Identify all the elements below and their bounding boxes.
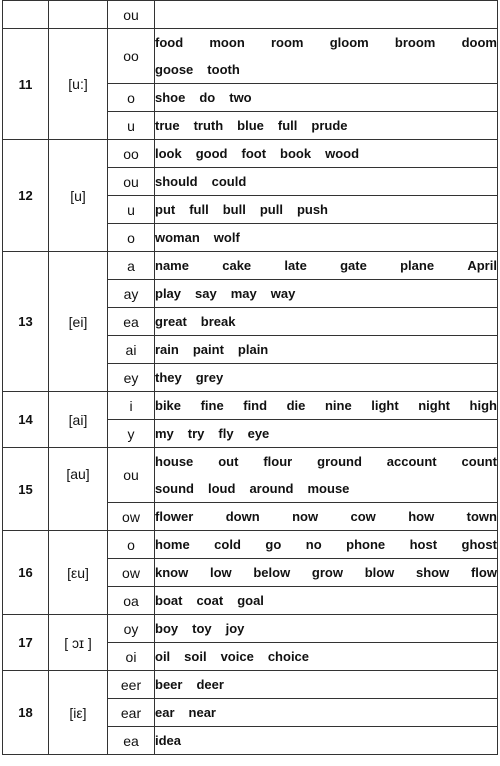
table-row	[3, 29, 498, 84]
example-words	[155, 699, 498, 727]
table-row	[3, 392, 498, 420]
example-word: blow	[364, 565, 395, 580]
spelling-pattern: oa	[108, 587, 155, 615]
phonetic-symbol: [u:]	[49, 29, 108, 140]
example-words	[155, 29, 498, 84]
spelling-pattern: ow	[108, 559, 155, 587]
example-word: should	[155, 174, 198, 189]
word-line	[155, 56, 497, 83]
example-word: food	[155, 35, 184, 50]
word-line	[155, 448, 497, 475]
spelling-pattern: u	[108, 196, 155, 224]
example-word: choice	[267, 649, 310, 664]
example-word: toy	[192, 621, 212, 636]
example-words	[155, 727, 498, 755]
example-word: good	[195, 146, 228, 161]
example-word: wood	[325, 146, 360, 161]
example-word: account	[386, 454, 437, 469]
example-word: name	[155, 258, 189, 273]
group-number: 18	[3, 671, 49, 755]
example-word: cold	[214, 537, 241, 552]
example-word: eye	[247, 426, 270, 441]
phonics-table	[2, 0, 498, 755]
example-word: could	[211, 174, 247, 189]
example-word: joy	[225, 621, 245, 636]
example-word: full	[277, 118, 298, 133]
spelling-pattern: ou	[108, 168, 155, 196]
example-word: now	[292, 509, 319, 524]
word-line	[155, 420, 497, 447]
example-word: gate	[340, 258, 367, 273]
example-word: down	[225, 509, 260, 524]
example-word: gloom	[329, 35, 369, 50]
spelling-pattern: oo	[108, 29, 155, 84]
example-word: bike	[155, 398, 182, 413]
example-word: light	[371, 398, 399, 413]
example-word: count	[461, 454, 497, 469]
spelling-pattern: oi	[108, 643, 155, 671]
word-line	[155, 643, 497, 670]
example-word: woman	[155, 230, 200, 245]
spelling-pattern: ear	[108, 699, 155, 727]
example-word: goose	[155, 62, 194, 77]
group-number: 12	[3, 140, 49, 252]
example-word: great	[155, 314, 187, 329]
spelling-pattern: ey	[108, 364, 155, 392]
word-line	[155, 727, 497, 754]
example-word: they	[155, 370, 182, 385]
word-line	[155, 699, 497, 726]
word-line	[155, 364, 497, 391]
phonetic-symbol: [u]	[49, 140, 108, 252]
group-number: 16	[3, 531, 49, 615]
example-words	[155, 252, 498, 280]
spelling-pattern: ea	[108, 308, 155, 336]
example-word: oil	[155, 649, 171, 664]
group-number: 15	[3, 448, 49, 531]
example-word: may	[230, 286, 257, 301]
example-word: say	[195, 286, 217, 301]
example-word: ground	[317, 454, 362, 469]
phonetic-symbol: [au]	[49, 448, 108, 531]
phonetic-symbol: [ ɔɪ ]	[49, 615, 108, 671]
example-word: room	[270, 35, 304, 50]
example-word: nine	[324, 398, 352, 413]
phonetic-symbol: [εu]	[49, 531, 108, 615]
word-line	[155, 336, 497, 363]
word-line	[155, 112, 497, 139]
group-number	[3, 1, 49, 29]
word-line	[155, 280, 497, 307]
example-words	[155, 531, 498, 559]
example-word: truth	[193, 118, 224, 133]
example-word: broom	[394, 35, 436, 50]
example-word: my	[155, 426, 174, 441]
example-words	[155, 84, 498, 112]
example-word: grow	[311, 565, 343, 580]
example-word: April	[467, 258, 497, 273]
table-row	[3, 615, 498, 643]
example-word: beer	[155, 677, 183, 692]
phonetic-symbol: [iε]	[49, 671, 108, 755]
spelling-pattern: ou	[108, 448, 155, 503]
example-word: home	[155, 537, 190, 552]
example-word: around	[249, 481, 294, 496]
example-word: fly	[218, 426, 234, 441]
example-word: way	[270, 286, 296, 301]
example-word: how	[408, 509, 435, 524]
example-word: fine	[200, 398, 224, 413]
example-word: shoe	[155, 90, 186, 105]
example-word: deer	[196, 677, 224, 692]
example-word: no	[305, 537, 322, 552]
example-word: show	[416, 565, 450, 580]
example-word: night	[418, 398, 450, 413]
word-line	[155, 308, 497, 335]
spelling-pattern: ay	[108, 280, 155, 308]
example-word: put	[155, 202, 176, 217]
table-row	[3, 140, 498, 168]
word-line	[155, 84, 497, 111]
table-row	[3, 252, 498, 280]
spelling-pattern: oo	[108, 140, 155, 168]
example-words	[155, 559, 498, 587]
example-word: low	[209, 565, 232, 580]
group-number: 13	[3, 252, 49, 392]
example-word: moon	[209, 35, 245, 50]
word-line	[155, 475, 497, 502]
example-word: cake	[222, 258, 252, 273]
example-word: loud	[208, 481, 236, 496]
example-words	[155, 615, 498, 643]
word-line	[155, 29, 497, 56]
example-words	[155, 587, 498, 615]
word-line	[155, 196, 497, 223]
example-word: house	[155, 454, 194, 469]
example-word: ghost	[461, 537, 497, 552]
example-word: break	[200, 314, 236, 329]
word-line	[155, 1, 497, 28]
table-row	[3, 1, 498, 29]
example-word: pull	[259, 202, 283, 217]
example-word: idea	[155, 733, 182, 748]
example-words	[155, 336, 498, 364]
example-word: grey	[195, 370, 224, 385]
spelling-pattern: ea	[108, 727, 155, 755]
word-line	[155, 140, 497, 167]
word-line	[155, 252, 497, 279]
example-word: play	[155, 286, 182, 301]
example-word: foot	[241, 146, 267, 161]
word-line	[155, 587, 497, 614]
example-word: below	[253, 565, 291, 580]
example-word: goal	[237, 593, 264, 608]
spelling-pattern: a	[108, 252, 155, 280]
example-words	[155, 671, 498, 699]
spelling-pattern: o	[108, 84, 155, 112]
example-words	[155, 503, 498, 531]
spelling-pattern: ai	[108, 336, 155, 364]
example-word: near	[188, 705, 216, 720]
example-word: bull	[222, 202, 246, 217]
example-word: go	[265, 537, 282, 552]
example-word: voice	[220, 649, 254, 664]
word-line	[155, 671, 497, 698]
example-word: boat	[155, 593, 183, 608]
example-word: wolf	[213, 230, 240, 245]
example-words	[155, 140, 498, 168]
example-words	[155, 168, 498, 196]
word-line	[155, 531, 497, 558]
example-word: out	[218, 454, 239, 469]
example-words	[155, 392, 498, 420]
spelling-pattern: o	[108, 531, 155, 559]
example-word: cow	[350, 509, 376, 524]
example-words	[155, 364, 498, 392]
word-line	[155, 224, 497, 251]
phonics-table-body	[3, 1, 498, 755]
example-word: sound	[155, 481, 194, 496]
example-word: mouse	[307, 481, 350, 496]
example-word: die	[286, 398, 306, 413]
table-row	[3, 531, 498, 559]
example-word: host	[409, 537, 438, 552]
word-line	[155, 503, 497, 530]
word-line	[155, 615, 497, 642]
table-row	[3, 671, 498, 699]
example-word: town	[466, 509, 497, 524]
example-word: ear	[155, 705, 175, 720]
example-word: try	[187, 426, 205, 441]
example-word: find	[243, 398, 268, 413]
word-line	[155, 168, 497, 195]
example-words	[155, 280, 498, 308]
example-word: blue	[237, 118, 264, 133]
example-word: tooth	[207, 62, 240, 77]
group-number: 14	[3, 392, 49, 448]
group-number: 17	[3, 615, 49, 671]
example-word: two	[229, 90, 252, 105]
example-words	[155, 308, 498, 336]
spelling-pattern: oy	[108, 615, 155, 643]
example-words	[155, 224, 498, 252]
example-words	[155, 196, 498, 224]
example-words	[155, 643, 498, 671]
example-word: late	[284, 258, 307, 273]
word-line	[155, 392, 497, 419]
spelling-pattern: eer	[108, 671, 155, 699]
example-words	[155, 420, 498, 448]
example-word: soil	[184, 649, 207, 664]
example-word: know	[155, 565, 189, 580]
example-word: true	[155, 118, 180, 133]
spelling-pattern: o	[108, 224, 155, 252]
example-word: rain	[155, 342, 179, 357]
spelling-pattern: u	[108, 112, 155, 140]
example-word: phone	[346, 537, 386, 552]
phonetic-symbol: [ai]	[49, 392, 108, 448]
example-words	[155, 448, 498, 503]
spelling-pattern: ou	[108, 1, 155, 29]
phonetic-symbol: [ei]	[49, 252, 108, 392]
table-row	[3, 448, 498, 503]
spelling-pattern: y	[108, 420, 155, 448]
example-words	[155, 1, 498, 29]
example-word: coat	[196, 593, 224, 608]
example-word: plane	[400, 258, 435, 273]
example-word: do	[199, 90, 216, 105]
example-word: flower	[155, 509, 194, 524]
group-number: 11	[3, 29, 49, 140]
example-word: full	[189, 202, 209, 217]
example-word: flow	[470, 565, 497, 580]
phonetic-symbol	[49, 1, 108, 29]
example-word: book	[280, 146, 312, 161]
spelling-pattern: i	[108, 392, 155, 420]
example-word: paint	[192, 342, 224, 357]
spelling-pattern: ow	[108, 503, 155, 531]
example-word: flour	[263, 454, 293, 469]
example-word: prude	[311, 118, 348, 133]
example-word: doom	[461, 35, 497, 50]
example-word: plain	[237, 342, 269, 357]
word-line	[155, 559, 497, 586]
example-word: push	[296, 202, 328, 217]
example-word: look	[155, 146, 182, 161]
example-words	[155, 112, 498, 140]
example-word: boy	[155, 621, 179, 636]
example-word: high	[469, 398, 497, 413]
